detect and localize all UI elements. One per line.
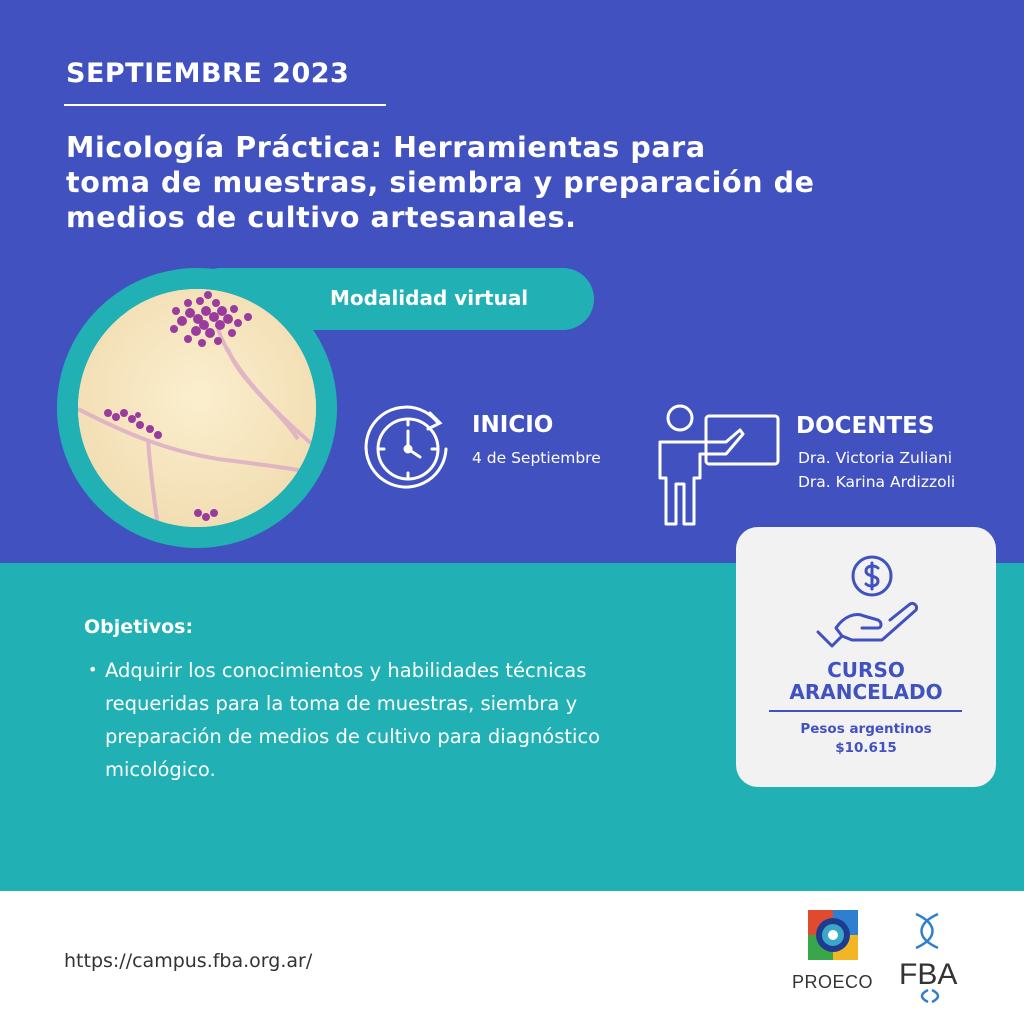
fba-label: FBA [899, 958, 958, 991]
title-line: medios de cultivo artesanales. [66, 201, 577, 234]
objective-line: requeridas para la toma de muestras, siembra y [105, 692, 578, 715]
fee-amount: $10.615 [835, 740, 897, 756]
campus-link[interactable]: https://campus.fba.org.ar/ [64, 950, 313, 972]
fee-divider [769, 710, 962, 712]
fee-title-line: CURSO [827, 658, 905, 682]
fee-currency: Pesos argentinos [800, 721, 932, 737]
date-underline [64, 104, 386, 106]
fee-title-line: ARANCELADO [789, 680, 943, 704]
title-line: toma de muestras, siembra y preparación de [66, 166, 815, 199]
proeco-logo [808, 910, 858, 960]
clock-icon [360, 401, 456, 497]
course-date: SEPTIEMBRE 2023 [66, 58, 350, 89]
objective-line: Adquirir los conocimientos y habilidades técnicas [105, 659, 587, 682]
bullet-point: • [88, 660, 98, 679]
teacher-name: Dra. Victoria Zuliani [798, 449, 953, 467]
proeco-label: PROECO [792, 972, 874, 992]
course-title [66, 130, 966, 235]
start-label: INICIO [472, 412, 554, 438]
modality-label: Modalidad virtual [330, 286, 529, 310]
objectives-title: Objetivos: [84, 616, 194, 638]
objective-line: preparación de medios de cultivo para diagnóstico [105, 725, 601, 748]
start-date: 4 de Septiembre [472, 449, 601, 467]
teacher-name: Dra. Karina Ardizzoli [798, 473, 956, 491]
fungus-microscope-photo [78, 289, 316, 527]
teacher-icon [650, 400, 785, 528]
objective-item [105, 654, 725, 786]
teachers-label: DOCENTES [796, 413, 935, 439]
objective-line: micológico. [105, 758, 216, 781]
course-fee-title [736, 659, 996, 703]
money-hand-icon [812, 548, 922, 656]
title-line: Micología Práctica: Herramientas para [66, 131, 706, 164]
